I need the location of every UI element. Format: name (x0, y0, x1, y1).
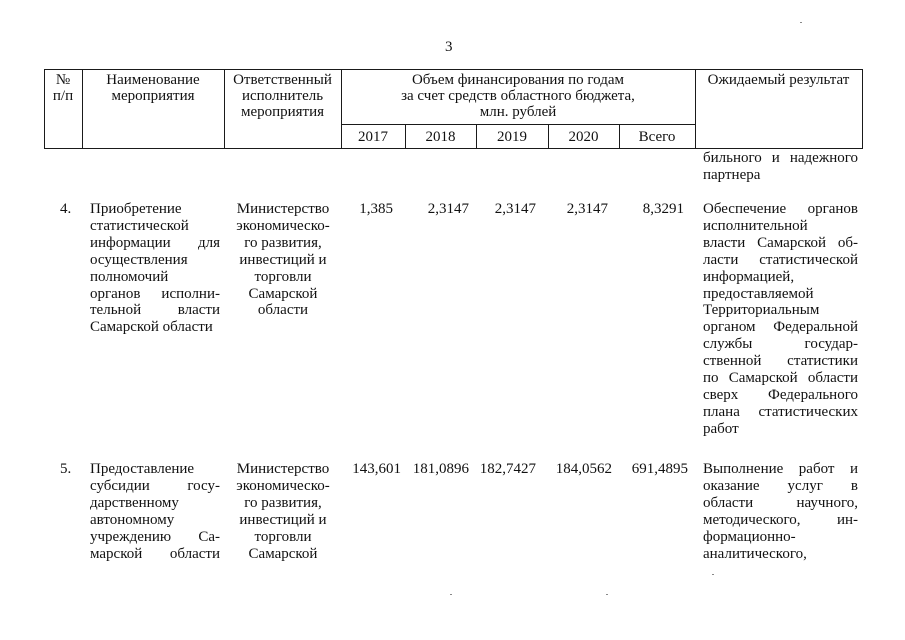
header-year-2020: 2020 (568, 129, 599, 145)
row-5-value-total: 691,4895 (631, 461, 688, 477)
row-4-value-total: 8,3291 (642, 201, 684, 217)
row-5-name: Предоставление субсидии госу- дарственному автономному учреждению Са- марской области (90, 461, 220, 562)
scan-speck (606, 594, 608, 595)
table-header (44, 69, 863, 149)
row-5-value-2017: 143,601 (352, 461, 401, 477)
header-top-border (44, 69, 863, 70)
row-5-value-2019: 182,7427 (479, 461, 536, 477)
header-year-2019: 2019 (497, 129, 527, 145)
row-4-value-2017: 1,385 (359, 201, 393, 217)
row-4-value-2019: 2,3147 (494, 201, 536, 217)
row-5-value-2018: 181,0896 (412, 461, 469, 477)
divider-years-top (341, 124, 696, 125)
row-5-value-2020: 184,0562 (555, 461, 612, 477)
header-bottom-border (44, 148, 863, 149)
row-4-name: Приобретение статистической информации для осуществления полномочий органов исполни- тельной власти Самарской области (90, 201, 220, 336)
result-continuation: бильного и надежного партнера (703, 150, 858, 183)
row-4-num: 4. (60, 201, 72, 217)
row-5-executor: Министерство экономическо- го развития, инвестиций и торговли Самарской (236, 461, 330, 562)
header-name: Наименование мероприятия (106, 72, 200, 104)
header-num: № п/п (52, 72, 74, 104)
row-5-num: 5. (60, 461, 72, 477)
row-5-result: Выполнение работ и оказание услуг в области научного, методического, ин- формационно- аналитического, (703, 461, 858, 562)
scan-speck (712, 574, 714, 575)
row-4-value-2018: 2,3147 (427, 201, 469, 217)
scan-speck (450, 594, 452, 595)
header-funding: Объем финансирования по годам за счет средств областного бюджета, млн. рублей (401, 72, 635, 120)
header-executor: Ответственный исполнитель мероприятия (233, 72, 332, 120)
row-4-executor: Министерство экономическо- го развития, инвестиций и торговли Самарской области (236, 201, 330, 319)
row-4-value-2020: 2,3147 (566, 201, 608, 217)
page-number: 3 (445, 39, 453, 55)
header-year-2017: 2017 (358, 129, 388, 145)
scan-speck (800, 22, 802, 23)
header-result: Ожидаемый результат (707, 72, 850, 88)
header-total: Всего (638, 129, 676, 145)
header-right-border (862, 69, 863, 149)
header-year-2018: 2018 (425, 129, 456, 145)
row-4-result: Обеспечение органов исполнительной власти Самарской об- ласти статистической информацией, предоставляемой Территориальным органом Федеральной службы государ- ственной статистики по Самарской области сверх Федерального плана статистических работ (703, 201, 858, 437)
